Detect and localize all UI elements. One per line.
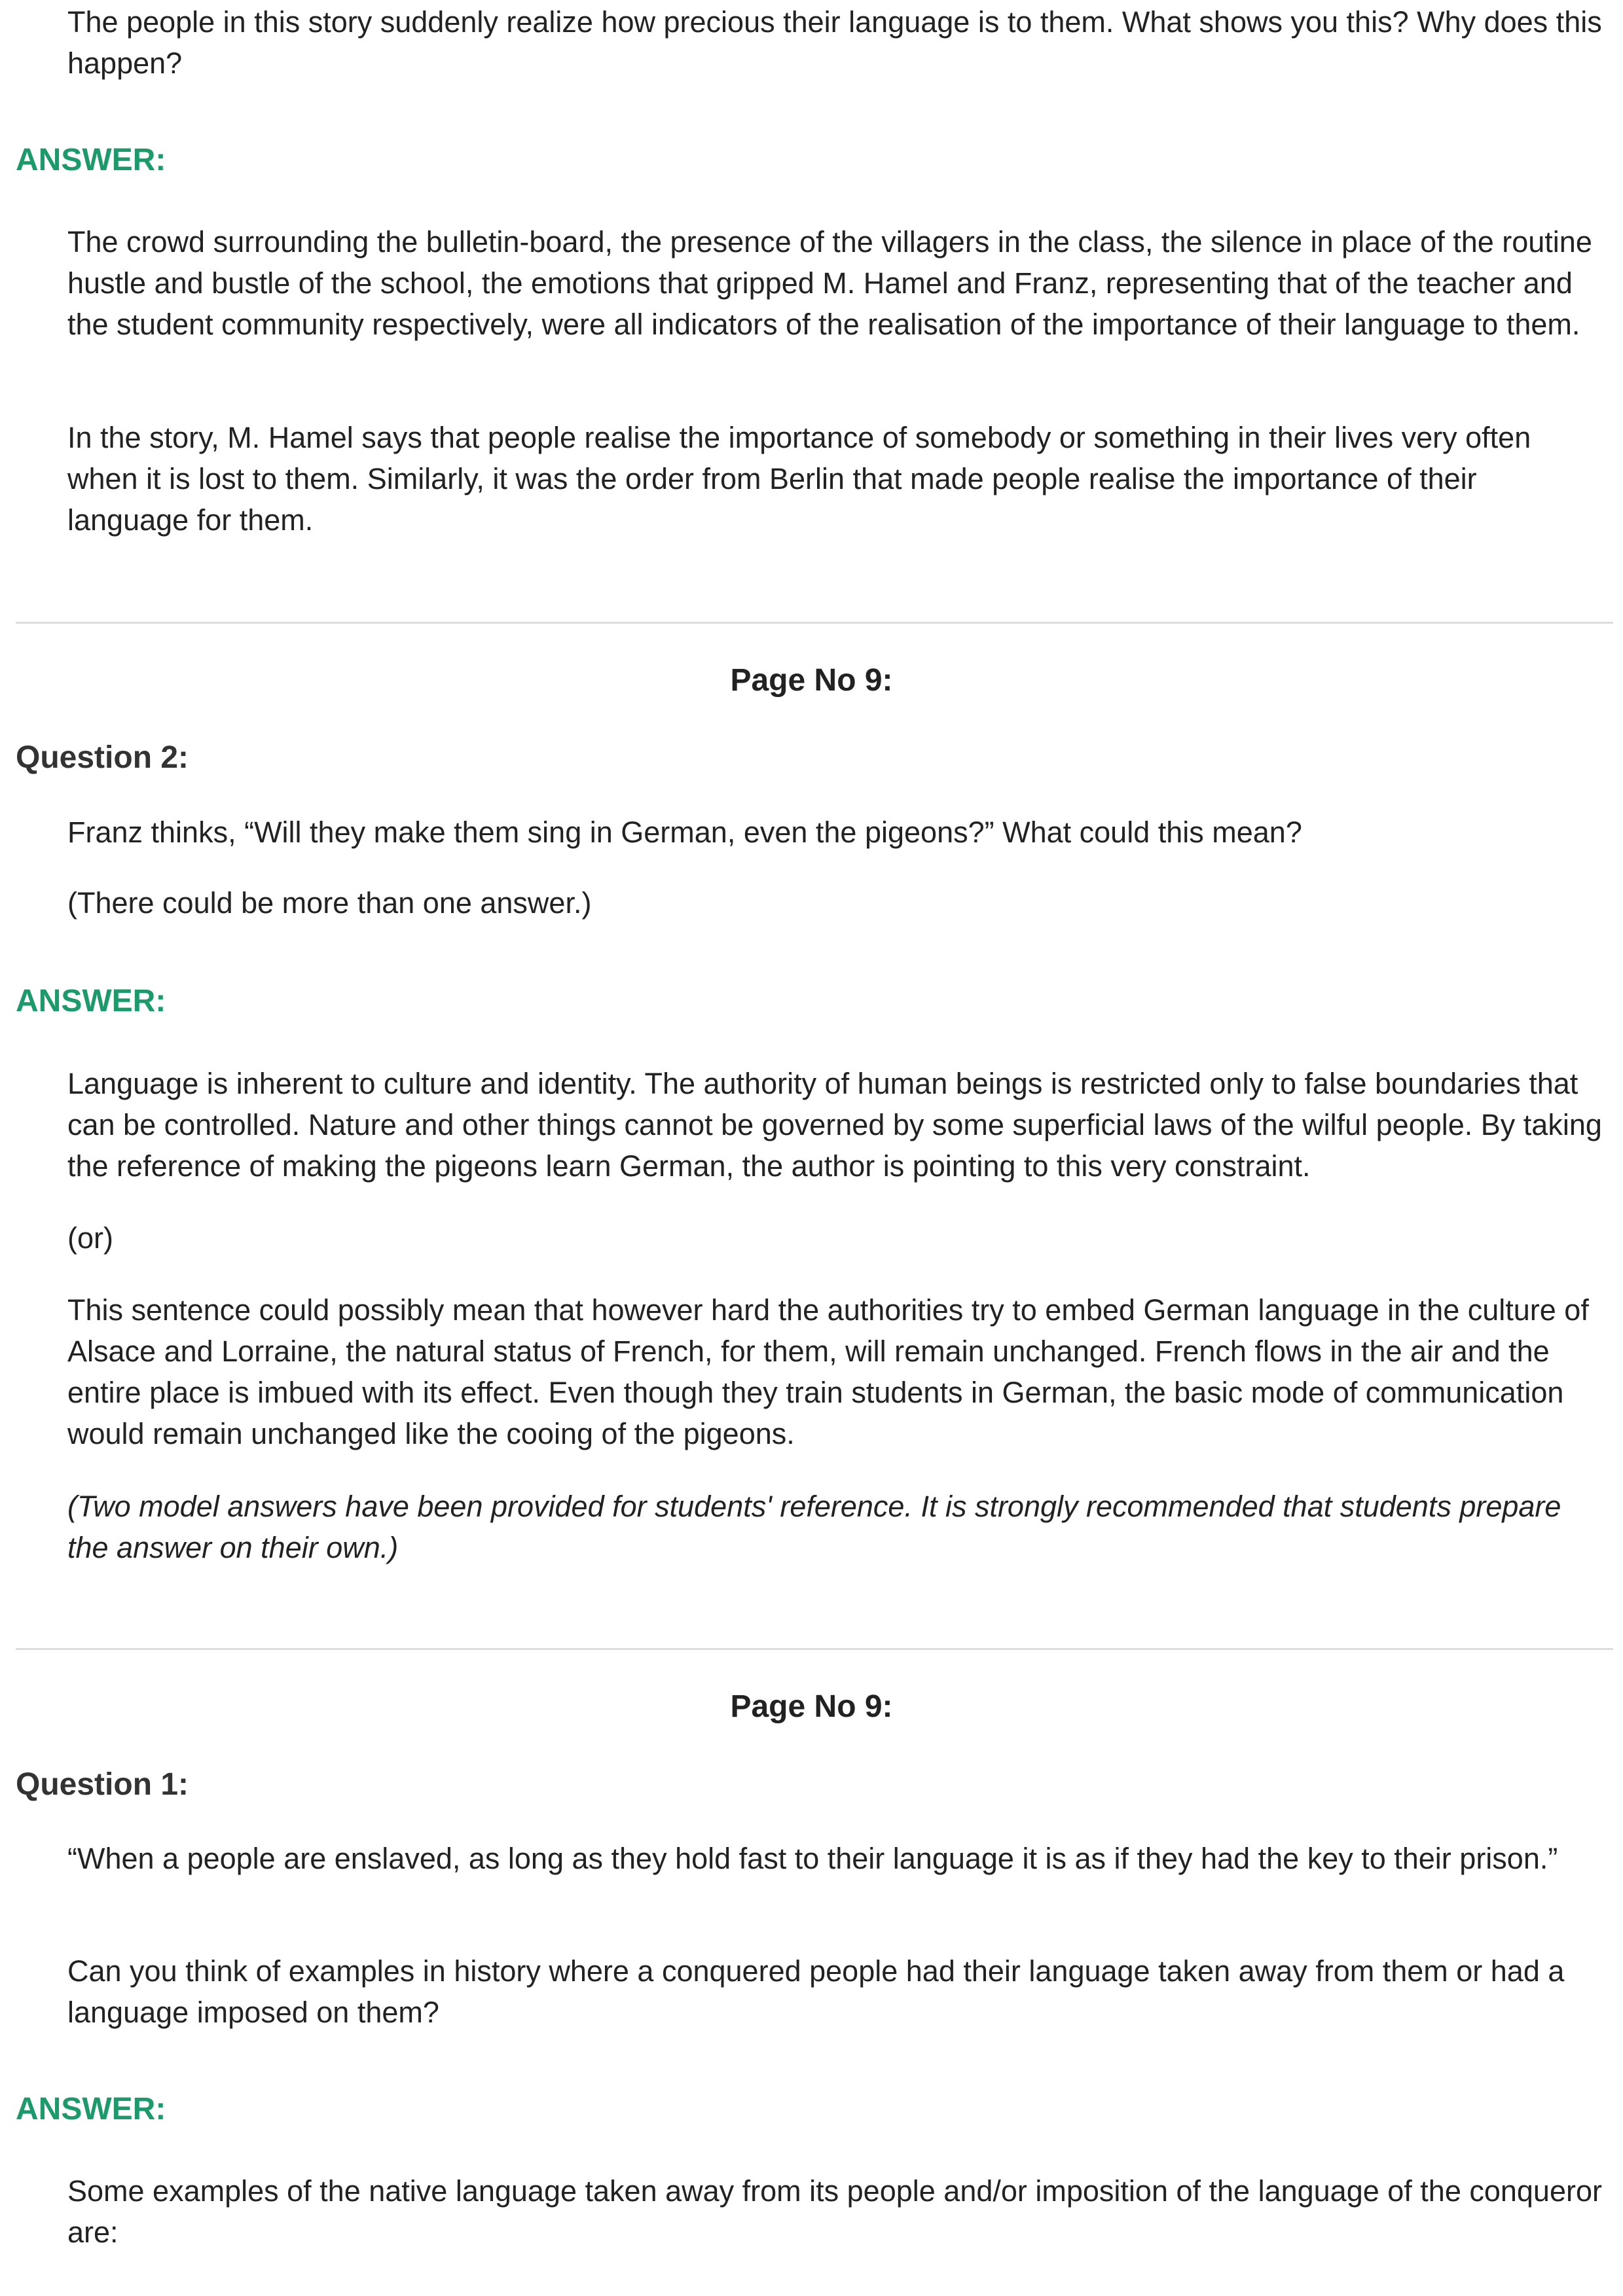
question-label: Question 2: bbox=[16, 740, 189, 775]
answer-paragraph: Language is inherent to culture and identity. The authority of human beings is restricted only to false boundaries that can be controlled. Nature and other things cannot be governed by some superficial laws of the wilful people. By taking the reference of making the pigeons learn German, the author is pointing to this very constraint. bbox=[67, 1067, 1602, 1183]
section-divider bbox=[16, 622, 1613, 624]
answer-paragraph: Some examples of the native language taken away from its people and/or imposition of the language of the conqueror are: bbox=[67, 2174, 1602, 2249]
section-divider bbox=[16, 1648, 1613, 1650]
page-number-heading: Page No 9: bbox=[730, 663, 893, 698]
answer-label: ANSWER: bbox=[16, 2092, 166, 2126]
question-text: Can you think of examples in history where a conquered people had their language taken away from them or had a language imposed on them? bbox=[67, 1954, 1565, 2029]
answer-paragraph: In the story, M. Hamel says that people realise the importance of somebody or something in their lives very often when it is lost to them. Similarly, it was the order from Berlin that made people realise the importance of their language for them. bbox=[67, 421, 1531, 537]
answer-label: ANSWER: bbox=[16, 984, 166, 1018]
question-text: The people in this story suddenly realize how precious their language is to them. What shows you this? Why does this happen? bbox=[67, 5, 1602, 80]
question-text: Franz thinks, “Will they make them sing in German, even the pigeons?” What could this mean? bbox=[67, 816, 1302, 849]
question-text: “When a people are enslaved, as long as they hold fast to their language it is as if they had the key to their prison.” bbox=[67, 1842, 1558, 1875]
question-text: (There could be more than one answer.) bbox=[67, 886, 592, 920]
answer-paragraph: (or) bbox=[67, 1221, 113, 1255]
answer-paragraph: The crowd surrounding the bulletin-board, the presence of the villagers in the class, the silence in place of the routine hustle and bustle of the school, the emotions that gripped M. Hamel and Franz, representing that of the teacher and the student community respectively, were all indicators of the realisation of the importance of their language to them. bbox=[67, 225, 1592, 341]
page-number-heading: Page No 9: bbox=[730, 1689, 893, 1724]
model-answer-note: (Two model answers have been provided for students' reference. It is strongly recommended that students prepare the answer on their own.) bbox=[67, 1490, 1561, 1564]
answer-paragraph: This sentence could possibly mean that however hard the authorities try to embed German language in the culture of Alsace and Lorraine, the natural status of French, for them, will remain unchanged. French flows in the air and the entire place is imbued with its effect. Even though they train students in German, the basic mode of communication would remain unchanged like the cooing of the pigeons. bbox=[67, 1293, 1589, 1450]
question-label: Question 1: bbox=[16, 1767, 189, 1802]
answer-label: ANSWER: bbox=[16, 143, 166, 177]
